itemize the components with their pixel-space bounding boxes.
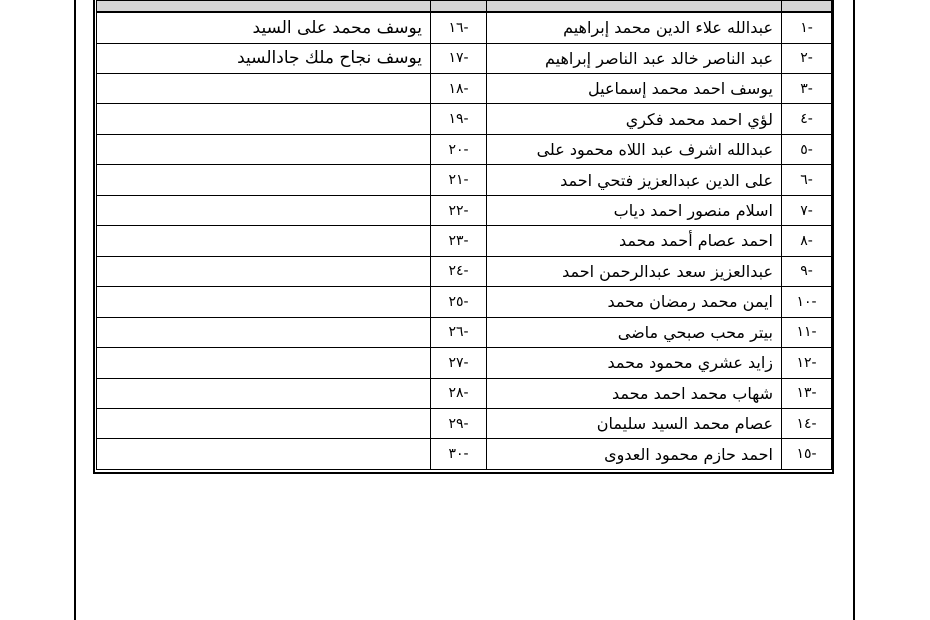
row-number-cell: -٧	[782, 195, 832, 225]
table-row	[97, 287, 832, 317]
student-name-cell: عبدالله علاء الدين محمد إبراهيم	[487, 12, 782, 43]
student-name-cell: احمد عصام أحمد محمد	[487, 226, 782, 256]
student-name-cell: عصام محمد السيد سليمان	[487, 408, 782, 438]
row-number-cell: -٢٥	[431, 287, 487, 317]
row-number-cell: -٤	[782, 104, 832, 134]
student-name-cell	[97, 439, 431, 470]
table-row	[97, 408, 832, 438]
row-number-cell: -٢٦	[431, 317, 487, 347]
header-cell-name-1	[487, 1, 782, 13]
student-name-cell: زايد عشري محمود محمد	[487, 348, 782, 378]
row-number-cell: -٢١	[431, 165, 487, 195]
student-name-cell	[97, 226, 431, 256]
student-name-cell: لؤي احمد محمد فكري	[487, 104, 782, 134]
student-name-cell	[97, 104, 431, 134]
student-name-cell: احمد حازم محمود العدوى	[487, 439, 782, 470]
student-name-cell: ايمن محمد رمضان محمد	[487, 287, 782, 317]
student-name-cell: عبدالله اشرف عبد اللاه محمود على	[487, 134, 782, 164]
row-number-cell: -١١	[782, 317, 832, 347]
row-number-cell: -٢٨	[431, 378, 487, 408]
table-header-row	[97, 1, 832, 13]
table-row	[97, 12, 832, 43]
row-number-cell: -١٠	[782, 287, 832, 317]
table-row	[97, 134, 832, 164]
table-row	[97, 195, 832, 225]
student-name-cell: على الدين عبدالعزيز فتحي احمد	[487, 165, 782, 195]
table-row	[97, 317, 832, 347]
student-name-cell: اسلام منصور احمد دياب	[487, 195, 782, 225]
row-number-cell: -٢٧	[431, 348, 487, 378]
table-row	[97, 348, 832, 378]
student-name-cell	[97, 348, 431, 378]
row-number-cell: -١٦	[431, 12, 487, 43]
row-number-cell: -٩	[782, 256, 832, 286]
row-number-cell: -٢٤	[431, 256, 487, 286]
student-name-cell	[97, 378, 431, 408]
row-number-cell: -١٨	[431, 73, 487, 103]
row-number-cell: -١٤	[782, 408, 832, 438]
row-number-cell: -٣٠	[431, 439, 487, 470]
student-name-cell	[97, 134, 431, 164]
page-border-right	[853, 0, 855, 620]
row-number-cell: -٢٣	[431, 226, 487, 256]
student-name-cell: بيتر محب صبحي ماضى	[487, 317, 782, 347]
row-number-cell: -٣	[782, 73, 832, 103]
names-table	[96, 0, 832, 470]
header-cell-number-1	[782, 1, 832, 13]
student-name-cell: عبد الناصر خالد عبد الناصر إبراهيم	[487, 43, 782, 73]
row-number-cell: -١٢	[782, 348, 832, 378]
table-row	[97, 226, 832, 256]
row-number-cell: -٢	[782, 43, 832, 73]
student-name-cell	[97, 408, 431, 438]
student-name-cell: يوسف احمد محمد إسماعيل	[487, 73, 782, 103]
student-name-cell	[97, 256, 431, 286]
row-number-cell: -٨	[782, 226, 832, 256]
row-number-cell: -٢٠	[431, 134, 487, 164]
student-name-cell	[97, 73, 431, 103]
student-name-cell: يوسف محمد على السيد	[97, 12, 431, 43]
table-row	[97, 165, 832, 195]
page-border-left	[74, 0, 76, 620]
student-name-cell	[97, 317, 431, 347]
table-row	[97, 43, 832, 73]
student-name-cell	[97, 195, 431, 225]
table-row	[97, 73, 832, 103]
table-row	[97, 256, 832, 286]
header-cell-number-2	[431, 1, 487, 13]
row-number-cell: -٢٢	[431, 195, 487, 225]
table-row	[97, 439, 832, 470]
student-name-cell: شهاب محمد احمد محمد	[487, 378, 782, 408]
table-row	[97, 378, 832, 408]
student-name-cell: يوسف نجاح ملك جادالسيد	[97, 43, 431, 73]
row-number-cell: -٦	[782, 165, 832, 195]
row-number-cell: -١٥	[782, 439, 832, 470]
student-name-cell: عبدالعزيز سعد عبدالرحمن احمد	[487, 256, 782, 286]
student-name-cell	[97, 165, 431, 195]
header-cell-name-2	[97, 1, 431, 13]
row-number-cell: -١٣	[782, 378, 832, 408]
row-number-cell: -١	[782, 12, 832, 43]
table-row	[97, 104, 832, 134]
row-number-cell: -١٧	[431, 43, 487, 73]
row-number-cell: -١٩	[431, 104, 487, 134]
row-number-cell: -٥	[782, 134, 832, 164]
row-number-cell: -٢٩	[431, 408, 487, 438]
student-name-cell	[97, 287, 431, 317]
